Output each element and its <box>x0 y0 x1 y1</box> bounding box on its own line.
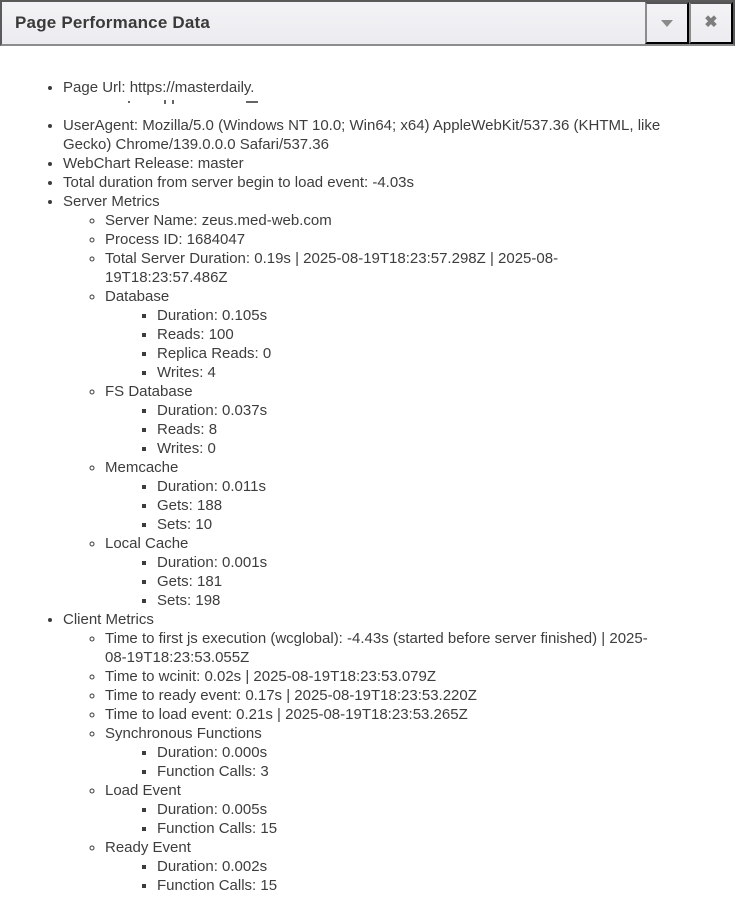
time-to-load-item: ◦ Time to load event: 0.21s | 2025-08-19T18:23:53.265Z <box>105 705 725 724</box>
ready-event-list <box>105 857 725 895</box>
client-metrics-list <box>63 629 725 895</box>
fs-database-writes: ▪ Writes: 0 <box>157 439 725 458</box>
page-url-text: Page Url: https://masterdaily. <box>63 79 255 96</box>
server-metrics-list <box>63 211 725 610</box>
local-cache-list <box>105 553 725 610</box>
time-to-wcinit-item: ◦ Time to wcinit: 0.02s | 2025-08-19T18:23:53.079Z <box>105 667 725 686</box>
process-id-item: ◦ Process ID: 1684047 <box>105 230 725 249</box>
client-metrics-item <box>63 610 725 895</box>
collapse-button[interactable] <box>645 2 689 44</box>
load-event-function-calls: ▪ Function Calls: 15 <box>157 819 725 838</box>
time-to-first-js-line1: Time to first js execution (wcglobal): -4.43s (started before server finished) | 2025- <box>105 630 648 647</box>
database-heading: Database <box>105 288 170 305</box>
redacted-fragment <box>128 101 130 103</box>
close-icon: ✖ <box>704 14 718 31</box>
fs-database-list <box>105 401 725 458</box>
user-agent-line2: Gecko) Chrome/139.0.0.0 Safari/537.36 <box>63 136 329 153</box>
total-server-duration-line1: Total Server Duration: 0.19s | 2025-08-19T18:23:57.298Z | 2025-08- <box>105 250 559 267</box>
fs-database-duration: ▪ Duration: 0.037s <box>157 401 725 420</box>
chevron-down-icon <box>661 20 673 27</box>
performance-report <box>0 46 735 895</box>
page-url-item <box>63 78 725 116</box>
sync-function-calls: ▪ Function Calls: 3 <box>157 762 725 781</box>
database-writes: ▪ Writes: 4 <box>157 363 725 382</box>
dialog-titlebar <box>0 0 735 46</box>
memcache-list <box>105 477 725 534</box>
local-cache-item <box>105 534 725 610</box>
server-metrics-heading: Server Metrics <box>63 193 160 210</box>
database-reads: ▪ Reads: 100 <box>157 325 725 344</box>
database-duration: ▪ Duration: 0.105s <box>157 306 725 325</box>
ready-event-duration: ▪ Duration: 0.002s <box>157 857 725 876</box>
client-metrics-heading: Client Metrics <box>63 611 154 628</box>
ready-event-item <box>105 838 725 895</box>
report-list <box>23 78 725 895</box>
time-to-first-js-item <box>105 629 725 667</box>
local-cache-gets: ▪ Gets: 181 <box>157 572 725 591</box>
sync-duration: ▪ Duration: 0.000s <box>157 743 725 762</box>
dialog-title: Page Performance Data <box>15 13 211 32</box>
server-name-item: ◦ Server Name: zeus.med-web.com <box>105 211 725 230</box>
memcache-item <box>105 458 725 534</box>
redacted-fragment <box>172 100 174 104</box>
time-to-first-js-line2: 08-19T18:23:53.055Z <box>105 649 250 666</box>
total-server-duration-line2: 19T18:23:57.486Z <box>105 269 228 286</box>
redacted-fragment <box>246 101 258 103</box>
user-agent-item <box>63 116 725 154</box>
total-server-duration-item <box>105 249 725 287</box>
database-item <box>105 287 725 382</box>
database-replica-reads: ▪ Replica Reads: 0 <box>157 344 725 363</box>
memcache-sets: ▪ Sets: 10 <box>157 515 725 534</box>
webchart-release-item: • WebChart Release: master <box>63 154 725 173</box>
synchronous-functions-list <box>105 743 725 781</box>
local-cache-sets: ▪ Sets: 198 <box>157 591 725 610</box>
fs-database-item <box>105 382 725 458</box>
memcache-duration: ▪ Duration: 0.011s <box>157 477 725 496</box>
synchronous-functions-heading: Synchronous Functions <box>105 725 262 742</box>
load-event-list <box>105 800 725 838</box>
load-event-heading: Load Event <box>105 782 181 799</box>
user-agent-line1: UserAgent: Mozilla/5.0 (Windows NT 10.0; Win64; x64) AppleWebKit/537.36 (KHTML, like <box>63 117 661 134</box>
load-event-item <box>105 781 725 838</box>
fs-database-reads: ▪ Reads: 8 <box>157 420 725 439</box>
local-cache-duration: ▪ Duration: 0.001s <box>157 553 725 572</box>
database-list <box>105 306 725 382</box>
load-event-duration: ▪ Duration: 0.005s <box>157 800 725 819</box>
fs-database-heading: FS Database <box>105 383 193 400</box>
server-metrics-item <box>63 192 725 610</box>
local-cache-heading: Local Cache <box>105 535 189 552</box>
redacted-fragment <box>164 100 166 104</box>
memcache-heading: Memcache <box>105 459 179 476</box>
ready-event-function-calls: ▪ Function Calls: 15 <box>157 876 725 895</box>
time-to-ready-item: ◦ Time to ready event: 0.17s | 2025-08-19T18:23:53.220Z <box>105 686 725 705</box>
memcache-gets: ▪ Gets: 188 <box>157 496 725 515</box>
redacted-url-line <box>63 97 725 116</box>
close-button[interactable] <box>689 2 733 44</box>
synchronous-functions-item <box>105 724 725 781</box>
total-duration-item: • Total duration from server begin to load event: -4.03s <box>63 173 725 192</box>
ready-event-heading: Ready Event <box>105 839 191 856</box>
